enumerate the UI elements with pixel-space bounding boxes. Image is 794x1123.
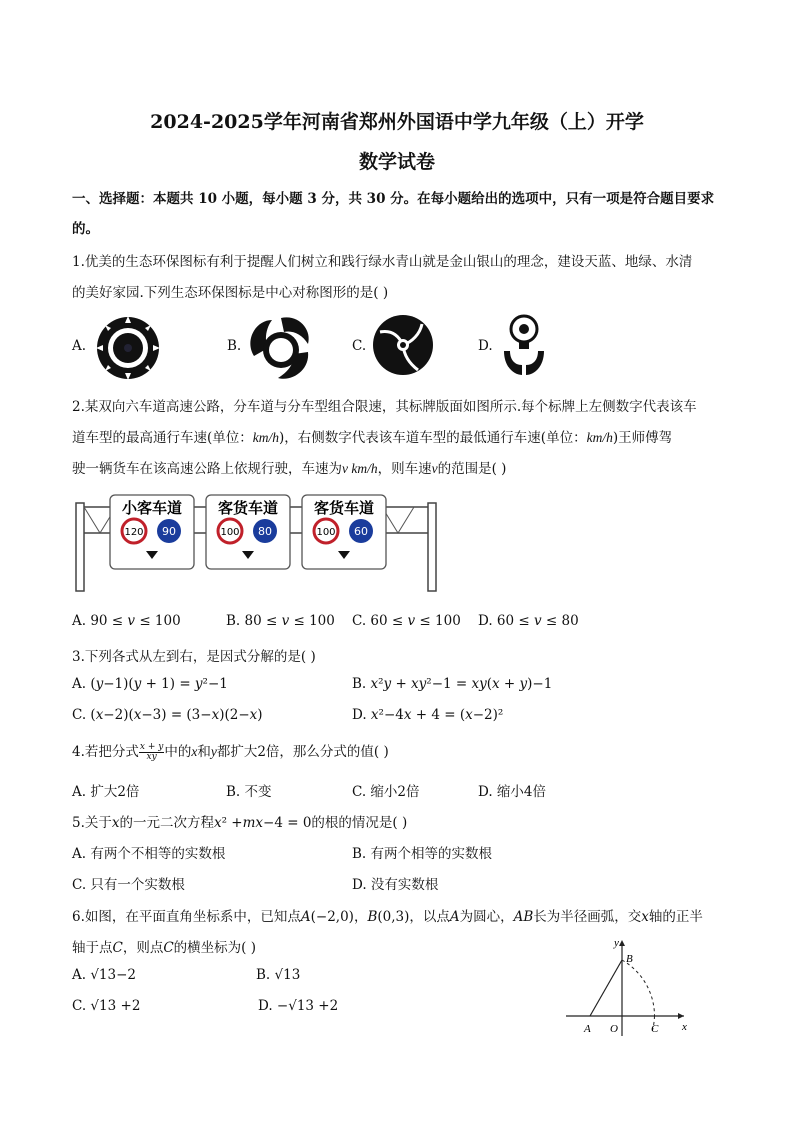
eco-icon-d bbox=[500, 313, 548, 379]
q4-text-c: 和 bbox=[197, 744, 211, 760]
q4-var-x: x bbox=[191, 744, 198, 759]
q1-stem: 1.优美的生态环保图标有利于提醒人们树立和践行绿水青山就是金山银山的理念，建设天蓝、地绿、水清 bbox=[72, 254, 693, 270]
q4-stem bbox=[72, 740, 389, 762]
q2-option-d: D. 60 ≤ 𝑣 ≤ 80 bbox=[478, 613, 579, 629]
q1-option-c-label: C. bbox=[352, 338, 367, 354]
origin-label: O bbox=[610, 1023, 618, 1035]
q2-speed: v km/h bbox=[342, 461, 378, 476]
sign-1-label: 小客车道 bbox=[121, 499, 183, 517]
q2-text-d: 驶一辆货车在该高速公路上依规行驶，车速为 bbox=[72, 461, 342, 477]
q4-text-b: 中的 bbox=[164, 744, 192, 760]
q4-option-d: D. 缩小4倍 bbox=[478, 784, 547, 800]
sign-3-label: 客货车道 bbox=[313, 499, 375, 517]
eco-icon-a bbox=[93, 313, 163, 383]
sign-2-label: 客货车道 bbox=[217, 499, 279, 517]
q2-option-c: C. 60 ≤ 𝑣 ≤ 100 bbox=[352, 613, 461, 629]
page-title: 2024-2025学年河南省郑州外国语中学九年级（上）开学 bbox=[150, 111, 644, 133]
q4-var-y: y bbox=[210, 744, 217, 759]
sign-3-min: 60 bbox=[354, 525, 368, 538]
sign-2-max: 100 bbox=[220, 527, 240, 538]
q2-stem-cont bbox=[72, 426, 672, 446]
q2-unit-2: km/h bbox=[586, 430, 613, 445]
section-instructions: 一、选择题：本题共 10 小题，每小题 3 分，共 30 分。在每小题给出的选项中，只有一项是符合题目要求 bbox=[72, 191, 715, 207]
q2-stem: 2.某双向六车道高速公路，分车道与分车型组合限速，其标牌版面如图所示.每个标牌上左侧数字代表该车 bbox=[72, 399, 697, 415]
q3-option-b: B. 𝑥²𝑦 + 𝑥𝑦²−1 = 𝑥𝑦(𝑥 + 𝑦)−1 bbox=[352, 676, 553, 692]
point-c-label: C bbox=[651, 1023, 659, 1035]
q5-option-c: C. 只有一个实数根 bbox=[72, 877, 185, 893]
q4-option-c: C. 缩小2倍 bbox=[352, 784, 420, 800]
q4-text-a: 4.若把分式 bbox=[72, 744, 139, 760]
speed-sign-3 bbox=[302, 495, 386, 569]
q6-stem: 6.如图，在平面直角坐标系中，已知点𝐴(−2,0)，𝐵(0,3)，以点𝐴为圆心，𝐴𝐵长为半径画弧，交𝑥轴的正半 bbox=[72, 909, 703, 925]
q2-text-e: ，则车速 bbox=[377, 461, 432, 477]
x-axis-label: x bbox=[682, 1021, 687, 1033]
y-axis-label: y bbox=[614, 937, 619, 949]
q2-unit: km/h bbox=[252, 430, 280, 445]
q2-text-a: 道车型的最高通行车速(单位： bbox=[72, 430, 253, 446]
q2-var-v: v bbox=[431, 461, 438, 476]
q2-option-b: B. 80 ≤ 𝑣 ≤ 100 bbox=[226, 613, 335, 629]
q1-option-a-label: A. bbox=[72, 338, 87, 354]
q6-option-d: D. −√13 +2 bbox=[258, 998, 339, 1014]
q6-option-a: A. √13−2 bbox=[72, 967, 137, 983]
q2-option-a: A. 90 ≤ 𝑣 ≤ 100 bbox=[72, 613, 181, 629]
q5-stem: 5.关于𝑥的一元二次方程𝑥² +𝑚𝑥−4 = 0的根的情况是( ) bbox=[72, 815, 408, 831]
q4-text-d: 都扩大2倍，那么分式的值( ) bbox=[216, 744, 389, 760]
point-b-label: B bbox=[626, 953, 633, 965]
speed-sign-1 bbox=[110, 495, 194, 569]
eco-icon-b bbox=[244, 312, 318, 384]
q4-fraction-den: xy bbox=[146, 752, 157, 762]
q1-option-b-label: B. bbox=[227, 338, 242, 354]
q2-text-b: )，右侧数字代表该车道车型的最低通行车速(单位： bbox=[279, 430, 587, 446]
q6-option-c: C. √13 +2 bbox=[72, 998, 141, 1014]
q2-stem-cont-2 bbox=[72, 457, 506, 477]
q1-stem-cont: 的美好家园.下列生态环保图标是中心对称图形的是( ) bbox=[72, 285, 389, 301]
speed-sign-2 bbox=[206, 495, 290, 569]
sign-2-min: 80 bbox=[258, 525, 272, 538]
sign-1-max: 120 bbox=[124, 527, 144, 538]
q2-text-c: )王师傅驾 bbox=[612, 430, 673, 446]
q4-fraction bbox=[139, 743, 164, 762]
q5-option-a: A. 有两个不相等的实数根 bbox=[72, 846, 226, 862]
q5-option-d: D. 没有实数根 bbox=[352, 877, 439, 893]
q6-option-b: B. √13 bbox=[256, 967, 301, 983]
q4-option-a: A. 扩大2倍 bbox=[72, 784, 140, 800]
speed-sign-gantry bbox=[72, 489, 448, 593]
q3-option-d: D. 𝑥²−4𝑥 + 4 = (𝑥−2)² bbox=[352, 707, 504, 723]
sign-1-min: 90 bbox=[162, 525, 176, 538]
q4-option-b: B. 不变 bbox=[226, 784, 272, 800]
q5-option-b: B. 有两个相等的实数根 bbox=[352, 846, 493, 862]
eco-icon-c bbox=[370, 312, 436, 378]
q3-option-a: A. (𝑦−1)(𝑦 + 1) = 𝑦²−1 bbox=[72, 676, 228, 692]
section-instructions-cont: 的。 bbox=[72, 221, 99, 237]
q3-stem: 3.下列各式从左到右，是因式分解的是( ) bbox=[72, 649, 316, 665]
q3-option-c: C. (𝑥−2)(𝑥−3) = (3−𝑥)(2−𝑥) bbox=[72, 707, 263, 723]
point-a-label: A bbox=[584, 1023, 591, 1035]
q2-text-f: 的范围是( ) bbox=[437, 461, 507, 477]
sign-3-max: 100 bbox=[316, 527, 336, 538]
page-subtitle: 数学试卷 bbox=[358, 151, 435, 173]
q6-stem-cont: 轴于点𝐶，则点𝐶的横坐标为( ) bbox=[72, 940, 256, 956]
q1-option-d-label: D. bbox=[478, 338, 493, 354]
q6-coordinate-figure bbox=[562, 936, 694, 1040]
q4-fraction-num: x + y bbox=[139, 742, 164, 752]
